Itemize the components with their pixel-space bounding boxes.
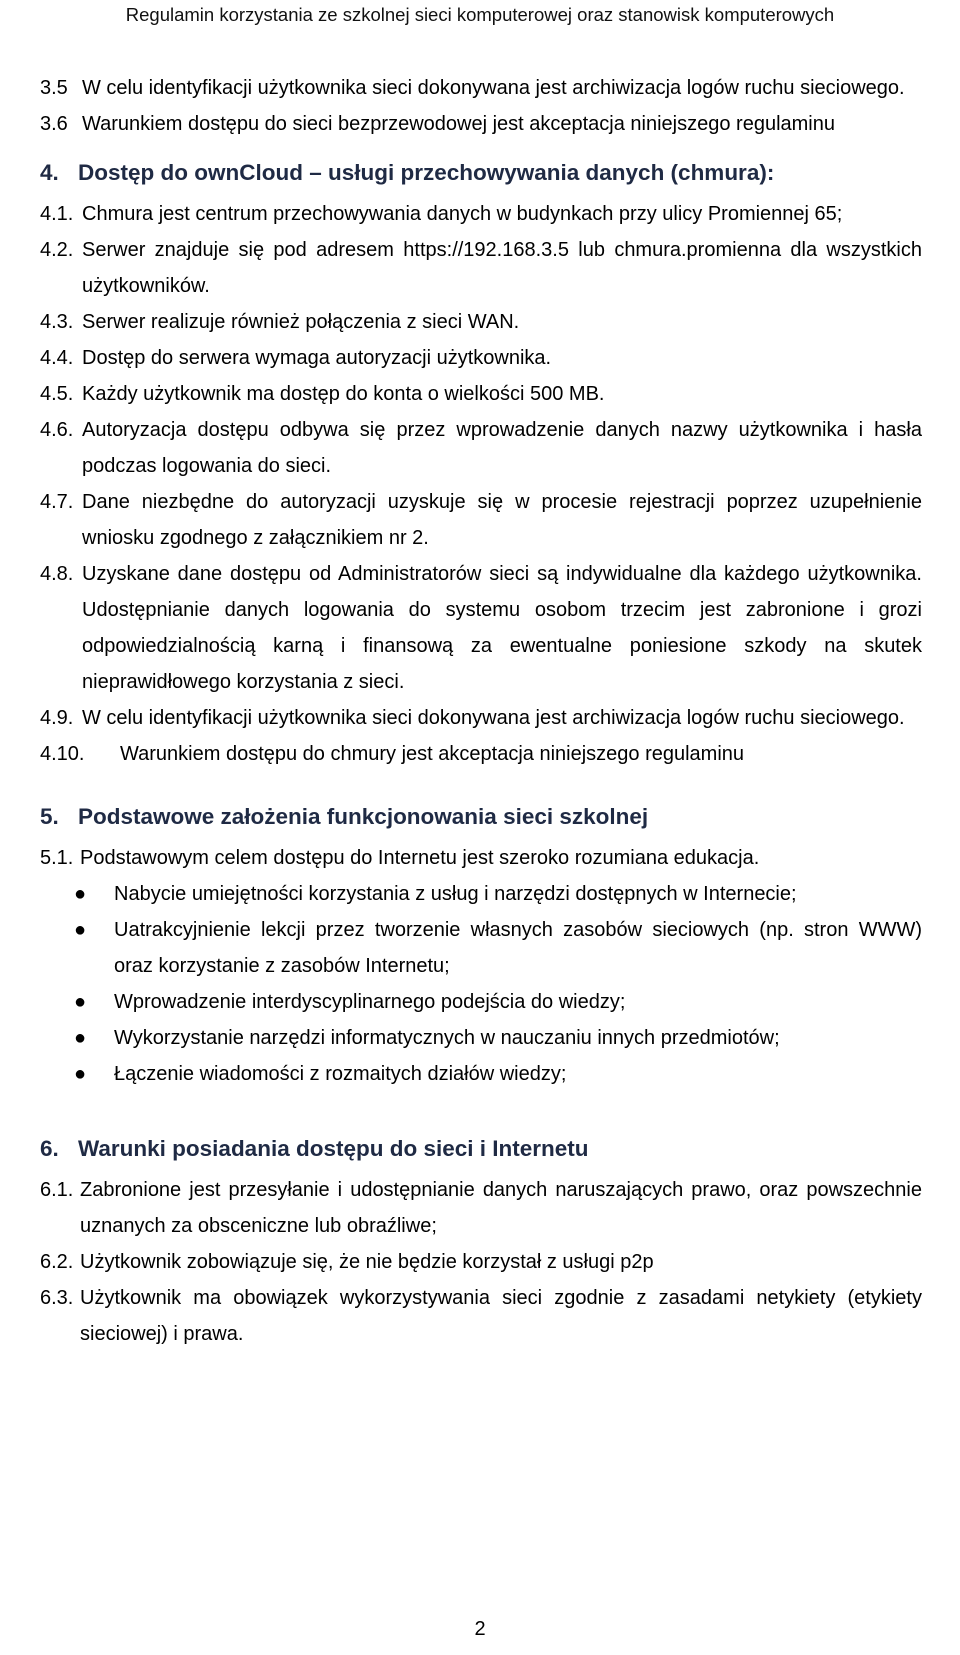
list-item-text: Łączenie wiadomości z rozmaitych działów wiedzy; bbox=[114, 1063, 567, 1085]
section-heading-5 bbox=[40, 798, 922, 836]
clause-text: Uzyskane dane dostępu od Administratorów sieci są indywidualne dla każdego użytkownika. Udostępnianie danych logowania do systemu osobom trzecim jest zabronione i grozi odpowiedzialnością karną i finansową za ewentualne poniesione szkody na skutek nieprawidłowego korzystania z sieci. bbox=[82, 563, 922, 693]
clause-3-6 bbox=[40, 106, 922, 142]
list-item bbox=[40, 876, 922, 912]
clause-text: Użytkownik ma obowiązek wykorzystywania sieci zgodnie z zasadami netykiety (etykiety sieciowej) i prawa. bbox=[80, 1287, 922, 1345]
clause-number: 4.4. bbox=[40, 347, 74, 369]
section-title: Warunki posiadania dostępu do sieci i Internetu bbox=[78, 1136, 589, 1161]
clause-text: Podstawowym celem dostępu do Internetu jest szeroko rozumiana edukacja. bbox=[80, 847, 760, 869]
clause-4-2 bbox=[40, 232, 922, 304]
clause-5-1 bbox=[40, 840, 922, 876]
clause-number: 4.3. bbox=[40, 311, 74, 333]
clause-text: Dostęp do serwera wymaga autoryzacji użytkownika. bbox=[82, 347, 552, 369]
clause-6-3 bbox=[40, 1280, 922, 1352]
clause-4-4 bbox=[40, 340, 922, 376]
clause-6-2 bbox=[40, 1244, 922, 1280]
clause-number: 6.1. bbox=[40, 1179, 74, 1201]
clause-number: 6.3. bbox=[40, 1287, 74, 1309]
clause-text: W celu identyfikacji użytkownika sieci dokonywana jest archiwizacja logów ruchu sieciowego. bbox=[82, 77, 905, 99]
clause-4-10 bbox=[40, 736, 922, 772]
document-body bbox=[40, 70, 922, 1352]
list-item-text: Wprowadzenie interdyscyplinarnego podejścia do wiedzy; bbox=[114, 991, 626, 1013]
bullet-icon: ● bbox=[74, 1027, 87, 1049]
clause-number: 4.9. bbox=[40, 707, 74, 729]
clause-number: 4.7. bbox=[40, 491, 74, 513]
clause-4-6 bbox=[40, 412, 922, 484]
clause-4-9 bbox=[40, 700, 922, 736]
bullet-icon: ● bbox=[74, 1063, 87, 1085]
section-4 bbox=[40, 154, 922, 772]
list-item-text: Nabycie umiejętności korzystania z usług i narzędzi dostępnych w Internecie; bbox=[114, 883, 797, 905]
clause-3-5 bbox=[40, 70, 922, 106]
clause-number: 4.8. bbox=[40, 563, 74, 585]
section-5 bbox=[40, 798, 922, 1092]
bullet-list bbox=[40, 876, 922, 1092]
list-item bbox=[40, 1020, 922, 1056]
clause-number: 3.5 bbox=[40, 77, 68, 99]
clause-number: 3.6 bbox=[40, 113, 68, 135]
section-number: 5. bbox=[40, 804, 59, 829]
clause-text: W celu identyfikacji użytkownika sieci dokonywana jest archiwizacja logów ruchu sieciowego. bbox=[82, 707, 905, 729]
clause-text: Chmura jest centrum przechowywania danych w budynkach przy ulicy Promiennej 65; bbox=[82, 203, 843, 225]
clause-text: Zabronione jest przesyłanie i udostępnianie danych naruszających prawo, oraz powszechnie uznanych za obsceniczne lub obraźliwe; bbox=[80, 1179, 922, 1237]
section-heading-6 bbox=[40, 1130, 922, 1168]
list-item-text: Wykorzystanie narzędzi informatycznych w nauczaniu innych przedmiotów; bbox=[114, 1027, 780, 1049]
clause-text: Dane niezbędne do autoryzacji uzyskuje się w procesie rejestracji poprzez uzupełnienie wniosku zgodnego z załącznikiem nr 2. bbox=[82, 491, 922, 549]
bullet-icon: ● bbox=[74, 919, 87, 941]
list-item-text: Uatrakcyjnienie lekcji przez tworzenie własnych zasobów sieciowych (np. stron WWW) oraz korzystanie z zasobów Internetu; bbox=[114, 919, 922, 977]
section-title: Podstawowe założenia funkcjonowania sieci szkolnej bbox=[78, 804, 649, 829]
clause-text: Warunkiem dostępu do sieci bezprzewodowej jest akceptacja niniejszego regulaminu bbox=[82, 113, 835, 135]
section-number: 6. bbox=[40, 1136, 59, 1161]
clause-text: Każdy użytkownik ma dostęp do konta o wielkości 500 MB. bbox=[82, 383, 605, 405]
clause-4-7 bbox=[40, 484, 922, 556]
clause-number: 4.6. bbox=[40, 419, 74, 441]
clause-number: 4.2. bbox=[40, 239, 74, 261]
section-title: Dostęp do ownCloud – usługi przechowywania danych (chmura): bbox=[78, 160, 775, 185]
clause-number: 4.5. bbox=[40, 383, 74, 405]
section-number: 4. bbox=[40, 160, 59, 185]
clause-number: 4.1. bbox=[40, 203, 74, 225]
bullet-icon: ● bbox=[74, 991, 87, 1013]
clause-4-5 bbox=[40, 376, 922, 412]
clause-number: 6.2. bbox=[40, 1251, 74, 1273]
section-3-continued bbox=[40, 70, 922, 142]
running-header: Regulamin korzystania ze szkolnej sieci komputerowej oraz stanowisk komputerowych bbox=[125, 4, 835, 25]
clause-text: Warunkiem dostępu do chmury jest akceptacja niniejszego regulaminu bbox=[120, 743, 745, 765]
clause-4-3 bbox=[40, 304, 922, 340]
clause-number: 5.1. bbox=[40, 847, 74, 869]
clause-4-8 bbox=[40, 556, 922, 700]
clause-6-1 bbox=[40, 1172, 922, 1244]
list-item bbox=[40, 1056, 922, 1092]
clause-text: Użytkownik zobowiązuje się, że nie będzie korzystał z usługi p2p bbox=[80, 1251, 654, 1273]
bullet-icon: ● bbox=[74, 883, 87, 905]
list-item bbox=[40, 912, 922, 984]
clause-text: Autoryzacja dostępu odbywa się przez wprowadzenie danych nazwy użytkownika i hasła podczas logowania do sieci. bbox=[82, 419, 922, 477]
clause-4-1 bbox=[40, 196, 922, 232]
page-number: 2 bbox=[474, 1618, 486, 1640]
section-heading-4 bbox=[40, 154, 922, 192]
clause-text: Serwer znajduje się pod adresem https://192.168.3.5 lub chmura.promienna dla wszystkich użytkowników. bbox=[82, 239, 922, 297]
section-6 bbox=[40, 1130, 922, 1352]
clause-number: 4.10. bbox=[40, 743, 85, 765]
list-item bbox=[40, 984, 922, 1020]
clause-text: Serwer realizuje również połączenia z sieci WAN. bbox=[82, 311, 520, 333]
